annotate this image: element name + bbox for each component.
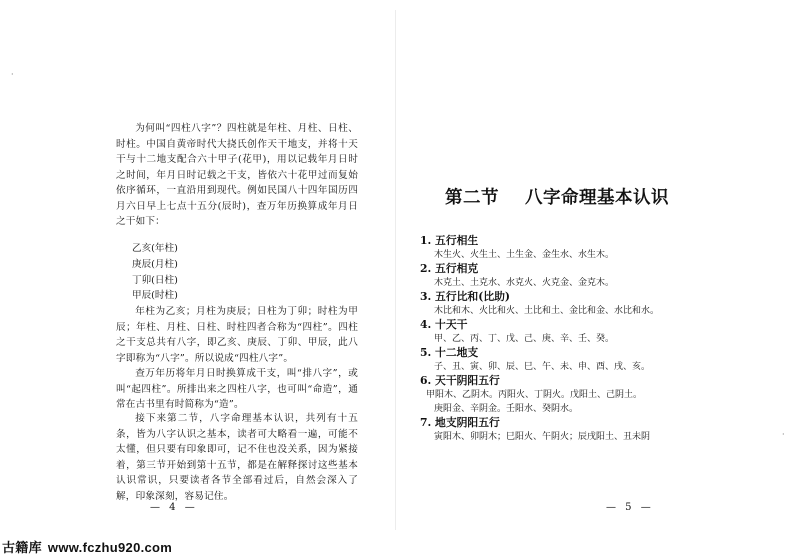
pillar-day: 丁卯(日柱) [132, 274, 178, 286]
site-watermark [2, 537, 172, 556]
basics-list [420, 234, 765, 444]
paiba-paragraph: 查万年历将年月日时换算成干支，叫“排八字”，或叫“起四柱”。所排出来之四柱八字，也可叫“命造”，通常在古书里有时简称为“造”。 [116, 368, 358, 410]
section-label: 第二节 [445, 188, 499, 208]
item-heading: 7. 地支阴阳五行 [420, 416, 500, 429]
section-title: 八字命理基本认识 [525, 188, 669, 208]
item-line: 庚阳金、辛阴金。壬阳水、癸阴水。 [434, 404, 579, 414]
item-heading: 2. 五行相克 [420, 262, 479, 275]
list-item [420, 234, 765, 262]
pillar-hour: 甲辰(时柱) [132, 290, 178, 302]
item-heading: 1. 五行相生 [420, 234, 479, 247]
page-number-left: — 4 — [150, 502, 198, 513]
right-page [396, 0, 793, 535]
pillar-year: 乙亥(年柱) [132, 243, 178, 254]
item-heading: 3. 五行比和(比助) [420, 290, 511, 303]
item-text: 木生火、火生土、土生金、金生水、水生木。 [434, 250, 615, 260]
list-item [420, 290, 765, 318]
item-heading: 5. 十二地支 [420, 346, 479, 359]
list-item [420, 416, 765, 444]
next-section-paragraph: 接下来第二节，八字命理基本认识，共列有十五条，皆为八字认识之基本，读者可大略看一遍，可能不太懂，但只要有印象即可，记不住也没关系，因为紧接着，第三节开始到第十五节，都是在解释探讨这些基本认识常识，只要读者各节全部看过后，自然会深入了解，印象深刻，容易记住。 [116, 413, 358, 502]
pillar-list [132, 241, 178, 304]
pillars-explanation-paragraph: 年柱为乙亥；月柱为庚辰；日柱为丁卯；时柱为甲辰；年柱、月柱、日柱、时柱四者合称为“四柱”。四柱之干支总共有八字，即乙亥、庚辰、丁卯、甲辰，此八字即称为“八字”。所以说成“四柱八字”。 [116, 306, 358, 364]
item-text: 木比和木、火比和火、土比和土、金比和金、水比和水。 [434, 306, 660, 316]
item-text: 甲、乙、丙、丁、戊、己、庚、辛、壬、癸。 [434, 334, 615, 344]
scan-speck: · [11, 70, 14, 79]
item-heading: 6. 天干阴阳五行 [420, 374, 500, 387]
item-heading: 4. 十天干 [420, 318, 468, 331]
left-page [0, 0, 396, 535]
item-text: 寅阳木、卯阴木；巳阳火、午阴火；辰戌阳土、丑未阴 [434, 432, 651, 442]
watermark-site: www.fczhu920.com [47, 540, 173, 555]
list-item [420, 262, 765, 290]
pillar-month: 庚辰(月柱) [132, 258, 178, 270]
scan-speck: · [782, 430, 785, 439]
intro-paragraph: 为何叫“四柱八字”？四柱就是年柱、月柱、日柱、时柱。中国自黄帝时代大挠氏创作天干地支，并将十天干与十二地支配合六十甲子(花甲)，用以记载年月日时之时间，年月日时记载之干支，皆依六十花甲过而复始依序循环，一直沿用到现代。例如民国八十四年国历四月六日早上七点十五分(辰时)，查万年历换算成年月日之干如下： [116, 123, 358, 227]
item-text: 木克土、土克水、水克火、火克金、金克木。 [434, 278, 615, 288]
watermark-brand: 古籍库 [2, 540, 42, 555]
list-item [420, 318, 765, 346]
list-item [420, 374, 765, 416]
list-item [420, 346, 765, 374]
item-line: 甲阳木、乙阴木。丙阳火、丁阴火。戊阳土、己阴土。 [426, 390, 643, 400]
section-heading [445, 184, 669, 209]
item-text [420, 388, 765, 416]
item-text: 子、丑、寅、卯、辰、巳、午、未、申、酉、戌、亥。 [434, 362, 651, 372]
page-number-right: — 5 — [606, 502, 654, 513]
